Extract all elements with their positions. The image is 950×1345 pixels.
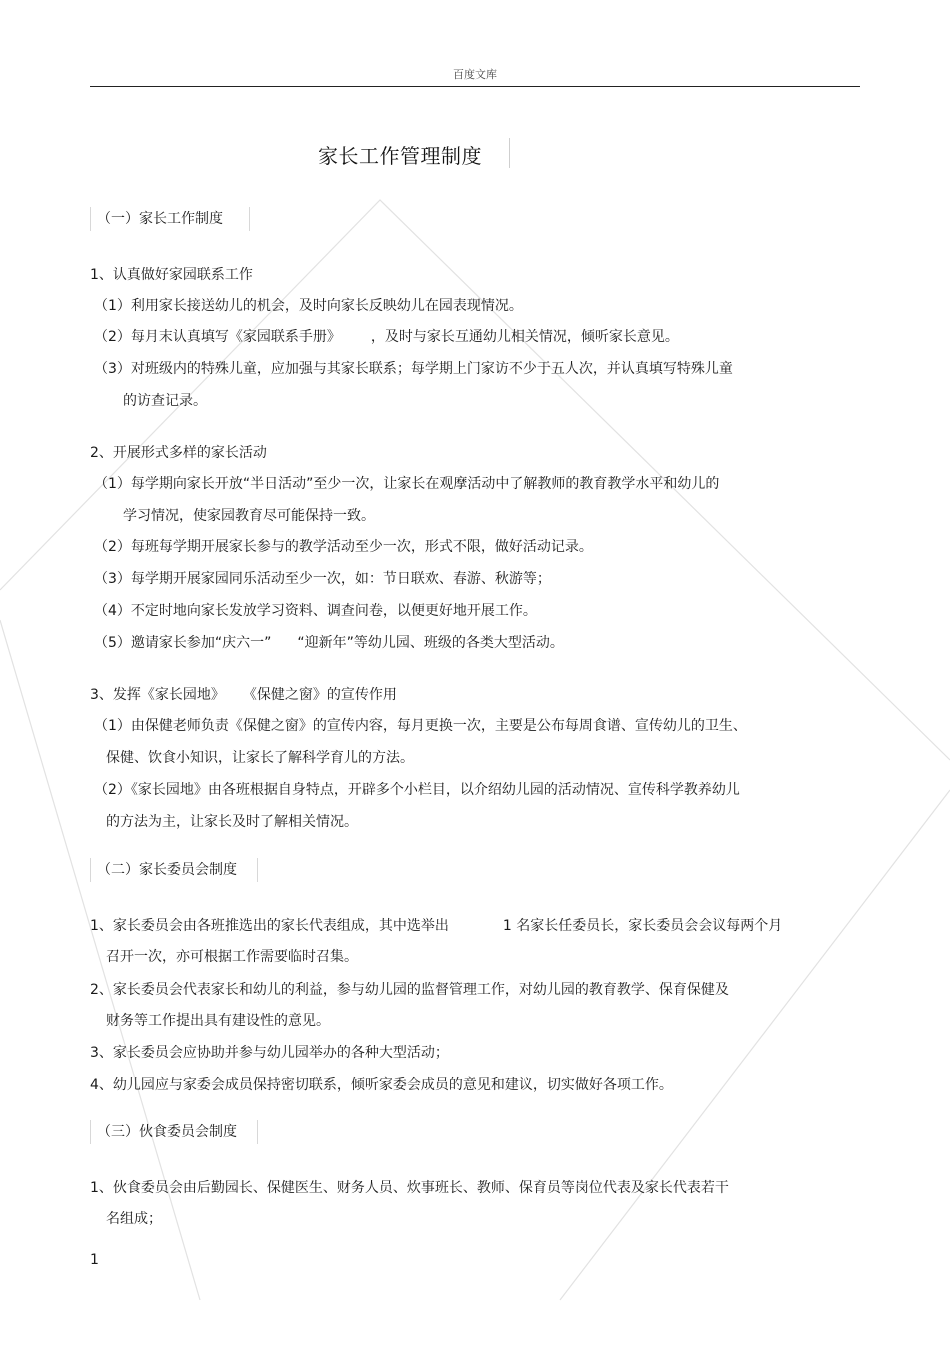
- item-2-4: （4）不定时地向家长发放学习资料、调查问卷，以便更好地开展工作。: [94, 603, 537, 619]
- item-3-2: （2）《家长园地》由各班根据自身特点，开辟多个小栏目，以介绍幼儿园的活动情况、宣传科学教养幼儿: [94, 782, 740, 798]
- committee-item-1-part-a: 1、家长委员会由各班推选出的家长代表组成，其中选举出: [90, 918, 449, 934]
- committee-item-1-part-b: 1 名家长任委员长，家长委员会会议每两个月: [502, 918, 783, 934]
- item-2-5-part-a: （5）邀请家长参加“庆六一”: [94, 635, 272, 651]
- page-number: 1: [90, 1252, 99, 1268]
- food-committee-item-1: 1、伙食委员会由后勤园长、保健医生、财务人员、炊事班长、教师、保育员等岗位代表及家长代表若干: [90, 1180, 729, 1196]
- item-2-1-cont: 学习情况，使家园教育尽可能保持一致。: [123, 508, 375, 524]
- item-3-1: （1）由保健老师负责《保健之窗》的宣传内容，每月更换一次，主要是公布每周食谱、宣传幼儿的卫生、: [94, 718, 747, 734]
- committee-item-1: [90, 916, 782, 936]
- item-1-3-cont: 的访查记录。: [123, 393, 207, 409]
- section-heading-1: （一）家长工作制度: [90, 207, 250, 231]
- committee-item-4: 4、幼儿园应与家委会成员保持密切联系，倾听家委会成员的意见和建议，切实做好各项工作。: [90, 1077, 673, 1093]
- group-title-1: 1、认真做好家园联系工作: [90, 267, 253, 283]
- group-title-3-part-b: 《保健之窗》的宣传作用: [242, 687, 397, 703]
- item-2-1: （1）每学期向家长开放“半日活动”至少一次，让家长在观摩活动中了解教师的教育教学水平和幼儿的: [94, 476, 720, 492]
- committee-item-2: 2、家长委员会代表家长和幼儿的利益，参与幼儿园的监督管理工作，对幼儿园的教育教学、保育保健及: [90, 982, 729, 998]
- group-title-3: [90, 685, 397, 705]
- item-2-2: （2）每班每学期开展家长参与的教学活动至少一次，形式不限，做好活动记录。: [94, 539, 593, 555]
- section-heading-2: （二）家长委员会制度: [90, 858, 258, 882]
- item-2-5-part-b: “迎新年”等幼儿园、班级的各类大型活动。: [297, 635, 564, 651]
- document-title: 家长工作管理制度: [318, 144, 482, 168]
- group-title-3-part-a: 3、发挥《家长园地》: [90, 687, 225, 703]
- item-2-3: （3）每学期开展家园同乐活动至少一次，如：节日联欢、春游、秋游等；: [94, 571, 551, 587]
- item-3-2-cont: 的方法为主，让家长及时了解相关情况。: [106, 814, 358, 830]
- group-title-2: 2、开展形式多样的家长活动: [90, 445, 267, 461]
- committee-item-3: 3、家长委员会应协助并参与幼儿园举办的各种大型活动；: [90, 1045, 449, 1061]
- food-committee-item-1-cont: 名组成；: [106, 1211, 162, 1227]
- committee-item-2-cont: 财务等工作提出具有建设性的意见。: [106, 1013, 330, 1029]
- header-divider: [90, 86, 860, 87]
- item-1-2: [94, 327, 679, 347]
- item-1-3: （3）对班级内的特殊儿童，应加强与其家长联系；每学期上门家访不少于五人次，并认真填写特殊儿童: [94, 361, 733, 377]
- section-heading-3: （三）伙食委员会制度: [90, 1120, 258, 1144]
- item-1-2-part-a: （2）每月末认真填写《家园联系手册》: [94, 329, 341, 345]
- title-cursor-bar: [509, 138, 510, 168]
- item-3-1-cont: 保健、饮食小知识，让家长了解科学育儿的方法。: [106, 750, 414, 766]
- header-site-name: 百度文库: [453, 68, 497, 81]
- committee-item-1-cont: 召开一次，亦可根据工作需要临时召集。: [106, 949, 358, 965]
- item-1-1: （1）利用家长接送幼儿的机会，及时向家长反映幼儿在园表现情况。: [94, 298, 523, 314]
- item-1-2-part-b: ，及时与家长互通幼儿相关情况，倾听家长意见。: [370, 329, 679, 345]
- item-2-5: [94, 633, 564, 653]
